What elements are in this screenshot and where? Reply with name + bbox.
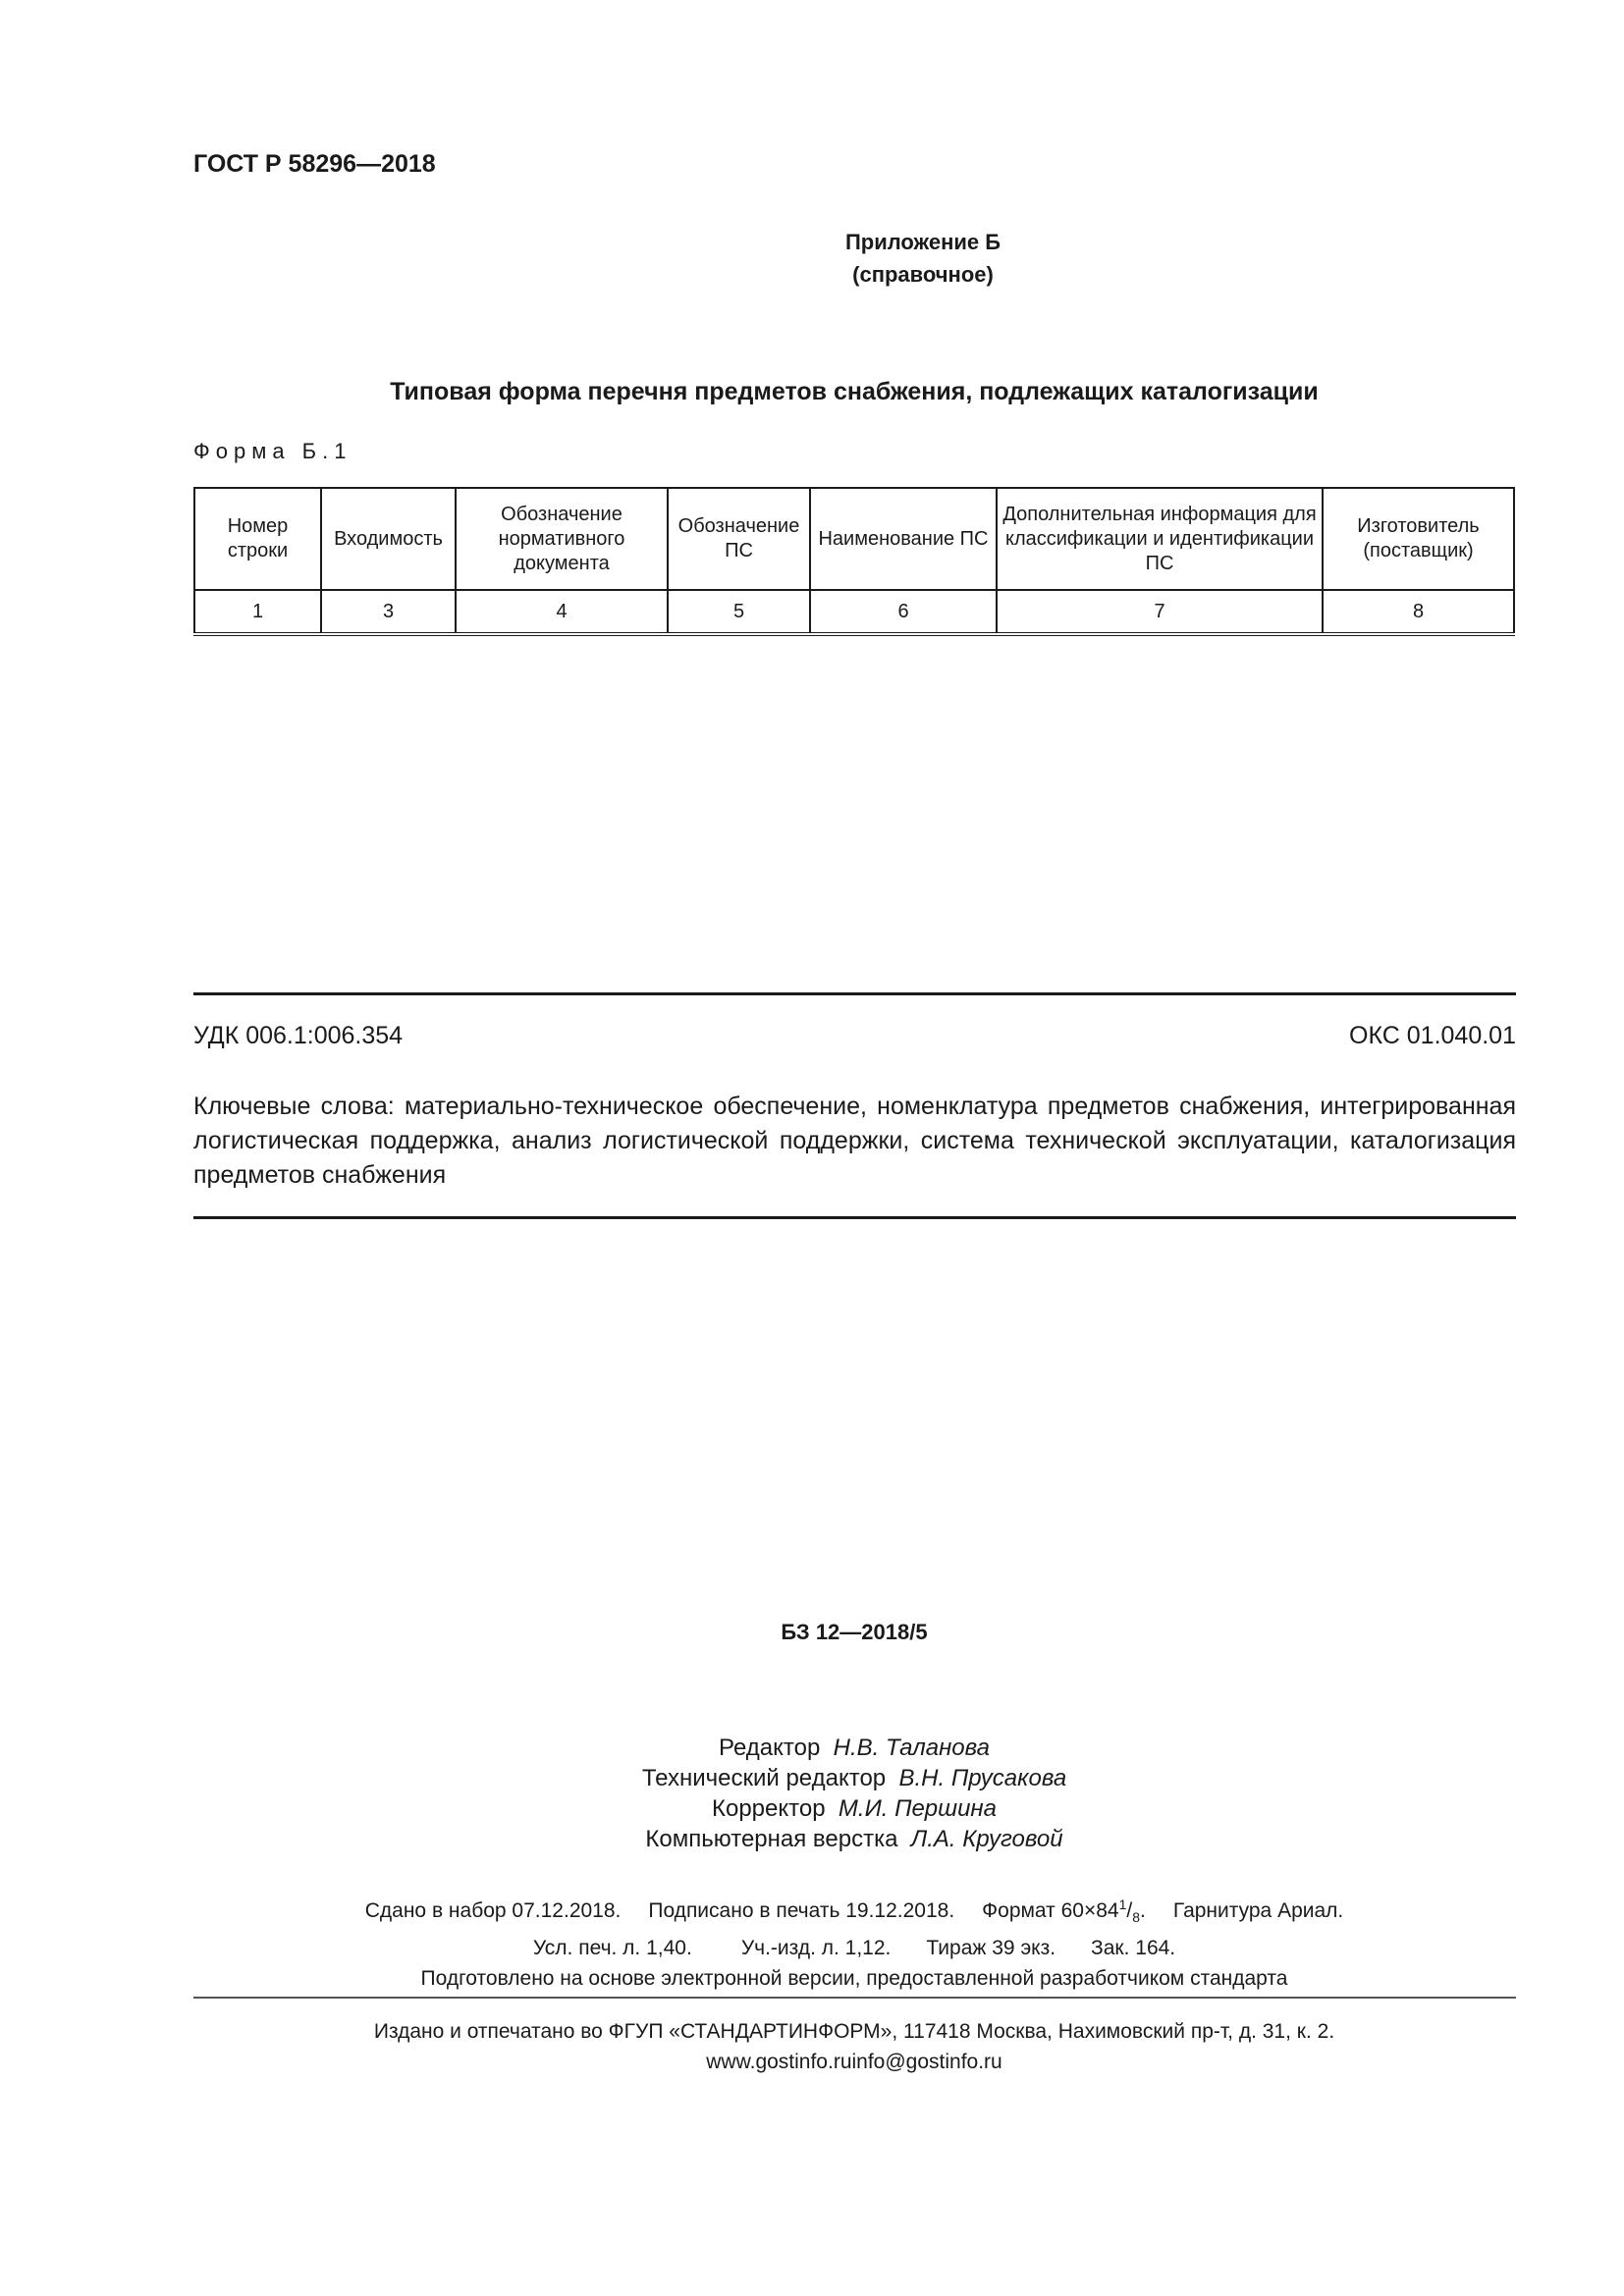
publisher-line: Издано и отпечатано во ФГУП «СТАНДАРТИНФОРМ», 117418 Москва, Нахимовский пр-т, д. 31, к. 2. — [373, 2020, 1335, 2043]
publisher-contacts — [0, 2047, 1624, 2077]
document-code: ГОСТ Р 58296—2018 — [193, 150, 436, 178]
form-label: Форма Б.1 — [193, 439, 352, 463]
staff-line-editor: Редактор Н.В. Таланова — [719, 1735, 990, 1761]
table-header-row — [194, 488, 1514, 590]
column-number-cell: 1 — [194, 590, 321, 634]
header-item-name: Наименование ПС — [810, 488, 997, 590]
header-manufacturer: Изготовитель (поставщик) — [1323, 488, 1514, 590]
table-numbering-row — [194, 590, 1514, 634]
column-number-cell: 4 — [456, 590, 668, 634]
staff-line-tech-editor: Технический редактор В.Н. Прусакова — [641, 1765, 1067, 1791]
imprint-line-2: Усл. печ. л. 1,40. Уч.-изд. л. 1,12. Тираж 39 экз. Зак. 164. — [532, 1937, 1176, 1960]
supply-items-form-table — [193, 487, 1515, 636]
publisher-info — [0, 2016, 1624, 2077]
imprint-line-1: Сдано в набор 07.12.2018. Подписано в печать 19.12.2018. Формат $60\times 84^1/_8$. Гарнитура Ариал. — [364, 1896, 1344, 1926]
divider-publisher — [193, 1997, 1516, 1999]
page-title: Типовая форма перечня предметов снабжения, подлежащих каталогизации — [390, 378, 1319, 405]
header-occurrence: Входимость — [321, 488, 456, 590]
divider-bottom — [193, 1216, 1516, 1219]
staff-line-layout: Компьютерная верстка Л.А. Круговой — [645, 1826, 1063, 1852]
imprint-line-3: Подготовлено на основе электронной версии, предоставленной разработчиком стандарта — [420, 1967, 1288, 1991]
email-link[interactable]: info@gostinfo.ru — [851, 2051, 1002, 2073]
column-number-cell: 6 — [810, 590, 997, 634]
appendix-title: Приложение Б — [844, 230, 1001, 254]
editorial-staff — [0, 1733, 1624, 1854]
imprint — [0, 1890, 1624, 1994]
header-normative-document: Обозначение нормативного документа — [456, 488, 668, 590]
udk-code: УДК 006.1:006.354 — [193, 1022, 404, 1049]
bz-number: БЗ 12—2018/5 — [781, 1620, 928, 1644]
website-link[interactable]: www.gostinfo.ru — [706, 2051, 852, 2073]
staff-line-proofreader: Корректор М.И. Першина — [712, 1795, 997, 1822]
column-number-cell: 3 — [321, 590, 456, 634]
column-number-cell: 7 — [997, 590, 1323, 634]
appendix-status: (справочное) — [852, 262, 994, 287]
appendix-heading — [0, 226, 1624, 291]
column-number-cell: 5 — [668, 590, 810, 634]
column-number-cell: 8 — [1323, 590, 1514, 634]
header-item-designation: Обозначение ПС — [668, 488, 810, 590]
header-additional-info: Дополнительная информация для классификации и идентификации ПС — [997, 488, 1323, 590]
keywords: Ключевые слова: материально-техническое обеспечение, номенклатура предметов снабжения, интегрированная логистическая поддержка, анализ логистической поддержки, система технической эксплуатации, каталогизация предметов снабжения — [193, 1093, 1516, 1189]
divider-top — [193, 992, 1516, 995]
oks-code: ОКС 01.040.01 — [1349, 1022, 1516, 1049]
header-row-number: Номер строки — [194, 488, 321, 590]
